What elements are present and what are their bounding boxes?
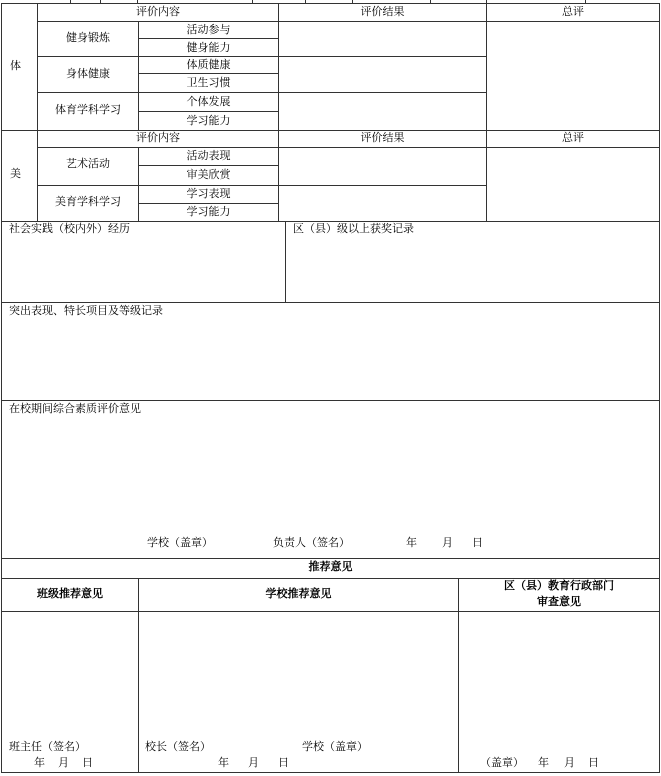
divider <box>1 400 660 401</box>
header-result: 评价结果 <box>360 5 405 18</box>
date-year: 年 <box>406 536 417 549</box>
date-month: 月 <box>564 756 575 769</box>
tick <box>100 0 101 3</box>
class-recommendation-title: 班级推荐意见 <box>37 587 103 600</box>
evaluation-label: 在校期间综合素质评价意见 <box>9 402 141 415</box>
divider <box>37 147 660 148</box>
divider <box>37 185 487 186</box>
school-seal-label: 学校（盖章） <box>147 536 213 549</box>
recommendation-title: 推荐意见 <box>308 560 353 573</box>
divider <box>1 558 660 559</box>
date-month: 月 <box>248 756 259 769</box>
border-right <box>659 3 660 773</box>
divider <box>486 130 487 221</box>
item-label: 审美欣赏 <box>186 168 231 181</box>
tick <box>430 0 431 3</box>
item-label: 个体发展 <box>186 95 231 108</box>
date-year: 年 <box>218 756 229 769</box>
date-year: 年 <box>34 756 45 769</box>
school-seal-label: 学校（盖章） <box>302 740 368 753</box>
header-content: 评价内容 <box>136 131 180 144</box>
divider <box>37 56 487 57</box>
tick <box>137 0 138 3</box>
section-label-ti: 体 <box>10 59 21 72</box>
divider <box>37 21 660 22</box>
outstanding-label: 突出表现、特长项目及等级记录 <box>9 304 163 317</box>
group-label: 美育学科学习 <box>55 195 121 208</box>
item-label: 学习能力 <box>186 205 231 218</box>
date-year: 年 <box>538 756 549 769</box>
section-label-mei: 美 <box>10 167 21 180</box>
class-teacher-label: 班主任（签名） <box>9 740 86 753</box>
date-day: 日 <box>82 756 93 769</box>
divider <box>37 92 487 93</box>
border-top <box>1 3 660 4</box>
item-label: 卫生习惯 <box>186 76 231 89</box>
tick <box>305 0 306 3</box>
district-review-title-2: 审查意见 <box>537 595 581 608</box>
date-day: 日 <box>588 756 599 769</box>
date-month: 月 <box>58 756 69 769</box>
district-review-title: 区（县）教育行政部门 <box>504 579 614 592</box>
item-label: 体质健康 <box>186 58 231 71</box>
divider <box>278 130 279 221</box>
header-overall: 总评 <box>562 5 584 18</box>
item-label: 活动表现 <box>186 149 231 162</box>
header-content: 评价内容 <box>136 5 180 18</box>
border-bottom <box>1 772 660 773</box>
divider <box>138 111 279 112</box>
divider <box>138 578 139 773</box>
item-label: 学习表现 <box>186 187 231 200</box>
date-day: 日 <box>472 536 483 549</box>
divider <box>1 611 660 612</box>
divider <box>285 221 286 302</box>
item-label: 活动参与 <box>186 23 231 36</box>
divider <box>138 165 279 166</box>
district-seal-label: （盖章） <box>480 756 524 769</box>
social-practice-label: 社会实践（校内外）经历 <box>9 222 130 235</box>
awards-label: 区（县）级以上获奖记录 <box>293 222 414 235</box>
divider <box>138 203 279 204</box>
principal-label: 校长（签名） <box>145 740 211 753</box>
divider <box>138 73 279 74</box>
tick <box>352 0 353 3</box>
date-month: 月 <box>442 536 453 549</box>
date-day: 日 <box>278 756 289 769</box>
border-left <box>1 3 2 773</box>
group-label: 身体健康 <box>66 67 110 80</box>
divider <box>458 578 459 773</box>
item-label: 学习能力 <box>186 114 231 127</box>
group-label: 健身锻炼 <box>66 31 110 44</box>
header-result: 评价结果 <box>360 131 405 144</box>
tick <box>585 0 586 3</box>
divider <box>138 38 279 39</box>
tick <box>252 0 253 3</box>
item-label: 健身能力 <box>186 41 231 54</box>
group-label: 体育学科学习 <box>55 103 121 116</box>
school-recommendation-title: 学校推荐意见 <box>265 587 332 600</box>
group-label: 艺术活动 <box>66 157 110 170</box>
tick <box>70 0 71 3</box>
header-overall: 总评 <box>562 131 584 144</box>
responsible-label: 负责人（签名） <box>273 536 350 549</box>
divider <box>486 3 487 130</box>
divider <box>1 302 660 303</box>
